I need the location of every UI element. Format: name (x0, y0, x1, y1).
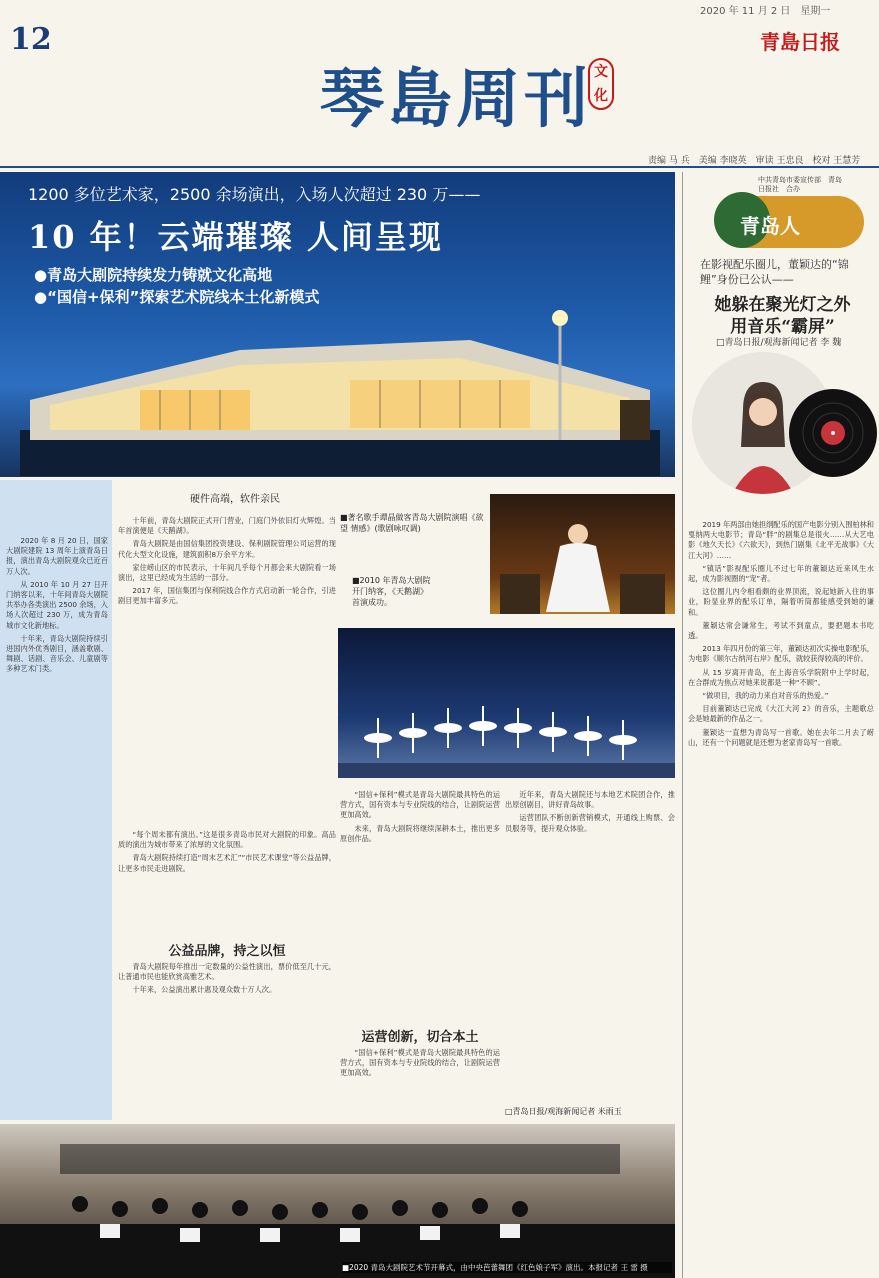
paragraph: 从 2010 年 10 月 27 日开门纳客以来，十年间青岛大剧院共举办各类演出 2500 余场，入场人次超过 230 万，成为青岛城市文化新地标。 (6, 579, 108, 630)
photo-caption-singer: ■著名歌手谭晶做客青岛大剧院演唱《欲望 情感》(歌剧咏叹调) (340, 513, 484, 533)
article-column-2 (118, 830, 336, 935)
paragraph: 从 15 岁离开青岛，在上海音乐学院附中上学时起，在合群成为焦点对她来说都是一种“不顾”。 (688, 667, 874, 687)
hero-bullet: ●青岛大剧院持续发力铸就文化高地 (34, 266, 273, 284)
paragraph: 2020 年 8 月 20 日，国家大剧院建院 13 周年上演青岛日报，演出青岛大剧院观众已近百万人次。 (6, 536, 108, 576)
orchestra-photo (0, 1124, 675, 1278)
sidebar-intro: 在影视配乐圈儿，董颖达的“锦鲤”身份已公认—— (700, 258, 849, 286)
photo-caption-orchestra: ■2020 青岛大剧院艺术节开幕式，由中央芭蕾舞团《红色娘子军》演出。本报记者 王 雷 摄 (342, 1262, 672, 1273)
sidebar-title-line-1: 她躲在聚光灯之外 (714, 295, 851, 315)
article-column-4 (340, 790, 500, 1020)
category-seal: 文化 (588, 58, 614, 110)
dateline: 2020 年 11 月 2 日 星期一 (700, 6, 831, 17)
article-column-3 (118, 962, 336, 1120)
hero-banner (0, 172, 675, 477)
paragraph: 家住崂山区的市民表示，十年间几乎每个月都会来大剧院看一场演出，这里已经成为生活的一部分。 (118, 562, 336, 583)
article-column-6 (505, 790, 675, 1090)
ballet-photo (338, 628, 675, 778)
subheading-public-welfare: 公益品牌，持之以恒 (168, 944, 286, 959)
reporter-credit: □青岛日报/观海新闻记者 米雨玉 (505, 1107, 622, 1116)
paragraph: 近年来，青岛大剧院还与本地艺术院团合作，推出原创剧目，讲好青岛故事。 (505, 790, 675, 810)
article-column-1 (118, 516, 336, 826)
paragraph: 十年来，青岛大剧院持续引进国内外优秀剧目，涵盖歌剧、舞剧、话剧、音乐会、儿童剧等多种艺术门类。 (6, 633, 108, 674)
paragraph: 青岛大剧院每年推出一定数量的公益性演出，票价低至几十元，让普通市民也能欣赏高雅艺术。 (118, 962, 336, 982)
paragraph: 青岛大剧院是由国信集团投资建设、保利剧院管理公司运营的现代化大型文化设施，建筑面积8万余平方米。 (118, 539, 336, 559)
editor-credits: 责编 马 兵 美编 李晓英 审读 王忠良 校对 王慧芳 (648, 156, 861, 166)
paragraph: 董颖达常会谦常生，考试不到童点，要把题本书吃透。 (688, 620, 874, 641)
paragraph: 十年前，青岛大剧院正式开门营业，门庭门外依旧灯火辉煌。当年首演便是《天鹅湖》。 (118, 516, 336, 536)
left-column-text (6, 536, 108, 1116)
photo-caption-ballet: ■2010 年青岛大剧院开门纳客，《天鹅湖》首演成功。 (352, 576, 431, 607)
paragraph: 董颖达一直想为青岛写一首歌。她在去年二月去了崂山，还有一个问题就是还想为老家青岛写一首歌。 (688, 727, 874, 747)
header-rule (0, 166, 879, 168)
paragraph: 2019 年两部由她担纲配乐的国产电影分别入围柏林和戛纳两大电影节；青岛“胖”的剧集总是很火……从大艺电影《地久天长》《六欲天》，到热门剧集《北平无战事》《大江大河》…… (688, 520, 874, 560)
paragraph: 2017 年，国信集团与保利院线合作方式启动新一轮合作，引进剧目更加丰富多元。 (118, 586, 336, 606)
paragraph: 目前董颖达已完成《大江大河 2》的音乐，主题歌总会是她最新的作品之一。 (688, 704, 874, 724)
sidebar-divider (682, 172, 683, 1278)
paragraph: “镇话”影视配乐圈儿不过七年的董颖达近来风生水起，成为影视圈的“宠”者。 (688, 563, 874, 584)
grand-theatre-photo (20, 280, 660, 476)
sidebar-title-line-2: 用音乐“霸屏” (730, 317, 835, 337)
column-sponsor: 中共青岛市委宣传部 青岛日报社 合办 (758, 176, 842, 193)
page-number: 12 (10, 22, 52, 57)
paragraph: “国信+保利”模式是青岛大剧院最具特色的运营方式，国有资本与专业院线的结合，让剧院运营更加高效。 (340, 790, 500, 820)
paragraph: 2013 年四月份的第三年，董颖达初次实操电影配乐，为电影《顺尔古纳河右岸》配乐，就较获得较高的评价。 (688, 644, 874, 664)
article-byline: 硬件高端，软件亲民 (190, 494, 280, 505)
column-name: 青岛人 (740, 214, 800, 238)
paragraph: 青岛大剧院持续打造“周末艺术汇”“市民艺术课堂”等公益品牌，让更多市民走进剧院。 (118, 853, 336, 873)
paragraph: “做项目，我的动力来自对音乐的热爱。” (702, 691, 829, 701)
hero-headline: 10 年！云端璀璨 人间呈现 (28, 218, 443, 256)
newspaper-logo: 青島日报 (760, 30, 840, 54)
hero-kicker: 1200 多位艺术家，2500 余场演出，入场人次超过 230 万—— (28, 185, 481, 204)
sidebar-byline: □青岛日报/观海新闻记者 李 魏 (716, 338, 842, 348)
paragraph: 这位圈儿内令相看颇的业界顶流，说起她新入住的事业，盼显业界的配乐订单，隔着听筒都能感受到她的谦和。 (688, 587, 874, 617)
paragraph: “国信+保利”模式是青岛大剧院最具特色的运营方式，国有资本与专业院线的结合，让剧院运营更加高效。 (340, 1048, 500, 1078)
paragraph: 未来，青岛大剧院将继续深耕本土，推出更多原创作品。 (340, 823, 500, 843)
masthead-title: 琴島周刊 (320, 62, 592, 137)
subheading-operations: 运营创新，切合本土 (361, 1030, 479, 1045)
paragraph: 运营团队不断创新营销模式，开通线上购票、会员服务等，提升观众体验。 (505, 813, 675, 833)
paragraph: “每个周末都有演出。”这是很多青岛市民对大剧院的印象。高品质的演出为城市带来了浓厚的文化氛围。 (118, 830, 336, 850)
paragraph: 十年来，公益演出累计惠及观众数十万人次。 (132, 985, 277, 995)
singer-photo (490, 494, 675, 614)
article-column-5 (340, 1048, 500, 1120)
sidebar-article-text (688, 520, 874, 1275)
vinyl-record-icon (788, 388, 878, 478)
hero-bullet: ●“国信+保利”探索艺术院线本土化新模式 (34, 288, 320, 306)
